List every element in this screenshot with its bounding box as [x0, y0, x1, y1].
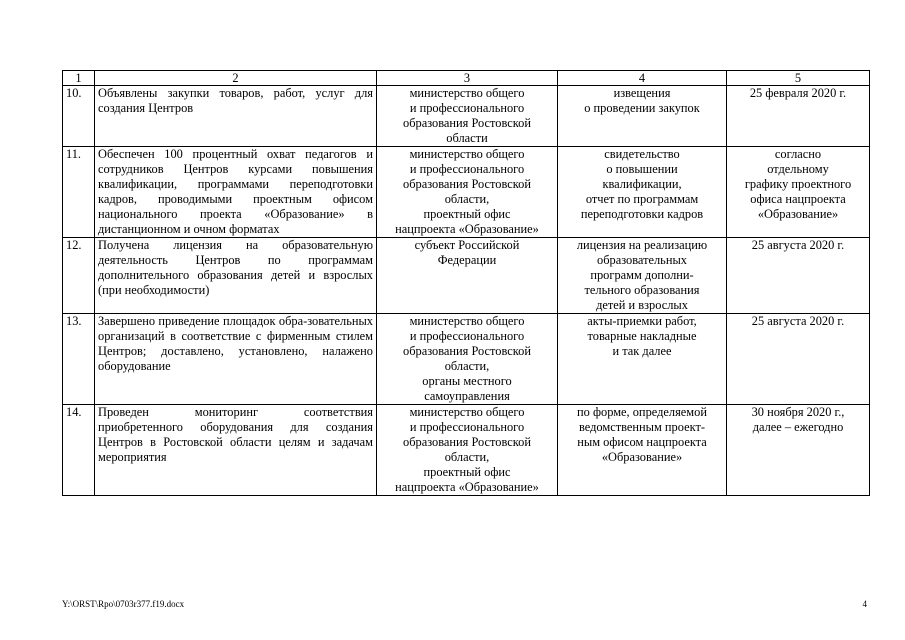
header-cell-2: 2: [95, 71, 377, 86]
table-row: [63, 238, 870, 314]
table-row: [63, 314, 870, 405]
cell-line: области,: [444, 192, 490, 206]
row-description: Завершено приведение площадок обра-зовательных организаций в соответствие с фирменным стилем Центров; доставлено, установлено, налажено оборудование: [95, 314, 377, 405]
table-row: [63, 86, 870, 147]
cell-line: образования Ростовской: [403, 116, 531, 130]
cell-line: «Образование»: [757, 207, 839, 221]
cell-line: проектный офис: [423, 207, 511, 221]
cell-line: акты-приемки работ,: [587, 314, 697, 328]
cell-line: области,: [444, 450, 490, 464]
row-col4: [558, 405, 727, 496]
cell-line: и профессионального: [409, 162, 525, 176]
cell-line: 25 августа 2020 г.: [751, 314, 845, 328]
row-col3: [377, 314, 558, 405]
cell-line: 30 ноября 2020 г.,: [751, 405, 845, 419]
row-col3: [377, 238, 558, 314]
cell-line: о проведении закупок: [584, 101, 700, 115]
cell-line: переподготовки кадров: [580, 207, 704, 221]
table-row: [63, 405, 870, 496]
cell-line: образования Ростовской: [403, 435, 531, 449]
cell-line: 25 августа 2020 г.: [751, 238, 845, 252]
cell-line: лицензия на реализацию: [576, 238, 708, 252]
row-col5: [727, 405, 870, 496]
row-col3: [377, 405, 558, 496]
header-cell-4: 4: [558, 71, 727, 86]
row-description: Проведен мониторинг соответствия приобретенного оборудования для создания Центров в Ростовской области целям и задачам мероприятия: [95, 405, 377, 496]
cell-line: образования Ростовской: [403, 344, 531, 358]
row-col3: [377, 86, 558, 147]
cell-line: области: [446, 131, 488, 145]
cell-line: министерство общего: [409, 314, 525, 328]
table-row: [63, 147, 870, 238]
cell-line: программ дополни-: [590, 268, 694, 282]
cell-line: графику проектного: [744, 177, 852, 191]
footer-page-number: 4: [862, 599, 867, 609]
row-col5: [727, 238, 870, 314]
row-col5: [727, 314, 870, 405]
header-cell-3: 3: [377, 71, 558, 86]
cell-line: по форме, определяемой: [577, 405, 707, 419]
cell-line: министерство общего: [409, 405, 525, 419]
cell-line: министерство общего: [409, 147, 525, 161]
cell-line: далее – ежегодно: [752, 420, 844, 434]
row-description: Обеспечен 100 процентный охват педагогов и сотрудников Центров курсами повышения квалификации, программами переподготовки кадров, проводимыми проектным офисом национального проекта «Образование» в дистанционном и очном форматах: [95, 147, 377, 238]
row-description: Объявлены закупки товаров, работ, услуг для создания Центров: [95, 86, 377, 147]
cell-line: согласно: [774, 147, 822, 161]
cell-line: самоуправления: [424, 389, 510, 403]
row-col4: [558, 147, 727, 238]
cell-line: нацпроекта «Образование»: [395, 480, 539, 494]
row-number: 13.: [63, 314, 95, 405]
cell-line: о повышении: [606, 162, 678, 176]
row-col4: [558, 314, 727, 405]
cell-line: ведомственным проект-: [578, 420, 705, 434]
cell-line: свидетельство: [604, 147, 680, 161]
cell-line: образования Ростовской: [403, 177, 531, 191]
cell-line: проектный офис: [423, 465, 511, 479]
cell-line: офиса нацпроекта: [750, 192, 846, 206]
cell-line: «Образование»: [601, 450, 683, 464]
cell-line: области,: [444, 359, 490, 373]
row-col3: [377, 147, 558, 238]
cell-line: детей и взрослых: [596, 298, 688, 312]
cell-line: отдельному: [767, 162, 829, 176]
header-cell-1: 1: [63, 71, 95, 86]
cell-line: и так далее: [612, 344, 672, 358]
row-col5: [727, 147, 870, 238]
cell-line: министерство общего: [409, 86, 525, 100]
row-number: 12.: [63, 238, 95, 314]
cell-line: товарные накладные: [587, 329, 697, 343]
row-number: 11.: [63, 147, 95, 238]
row-col5: [727, 86, 870, 147]
cell-line: тельного образования: [584, 283, 700, 297]
cell-line: нацпроекта «Образование»: [395, 222, 539, 236]
cell-line: и профессионального: [409, 329, 525, 343]
cell-line: Федерации: [437, 253, 497, 267]
cell-line: квалификации,: [602, 177, 682, 191]
cell-line: образовательных: [597, 253, 687, 267]
table-header-row: [63, 71, 870, 86]
cell-line: извещения: [613, 86, 671, 100]
footer-file-path: Y:\ORST\Rpo\0703r377.f19.docx: [62, 599, 185, 609]
row-col4: [558, 86, 727, 147]
cell-line: 25 февраля 2020 г.: [749, 86, 847, 100]
row-number: 10.: [63, 86, 95, 147]
row-description: Получена лицензия на образовательную деятельность Центров по программам дополнительного образования детей и взрослых (при необходимости): [95, 238, 377, 314]
cell-line: субъект Российской: [414, 238, 520, 252]
cell-line: отчет по программам: [585, 192, 699, 206]
row-col4: [558, 238, 727, 314]
row-number: 14.: [63, 405, 95, 496]
cell-line: и профессионального: [409, 101, 525, 115]
cell-line: и профессионального: [409, 420, 525, 434]
cell-line: органы местного: [422, 374, 512, 388]
measures-table: [62, 70, 870, 496]
cell-line: ным офисом нацпроекта: [577, 435, 707, 449]
header-cell-5: 5: [727, 71, 870, 86]
